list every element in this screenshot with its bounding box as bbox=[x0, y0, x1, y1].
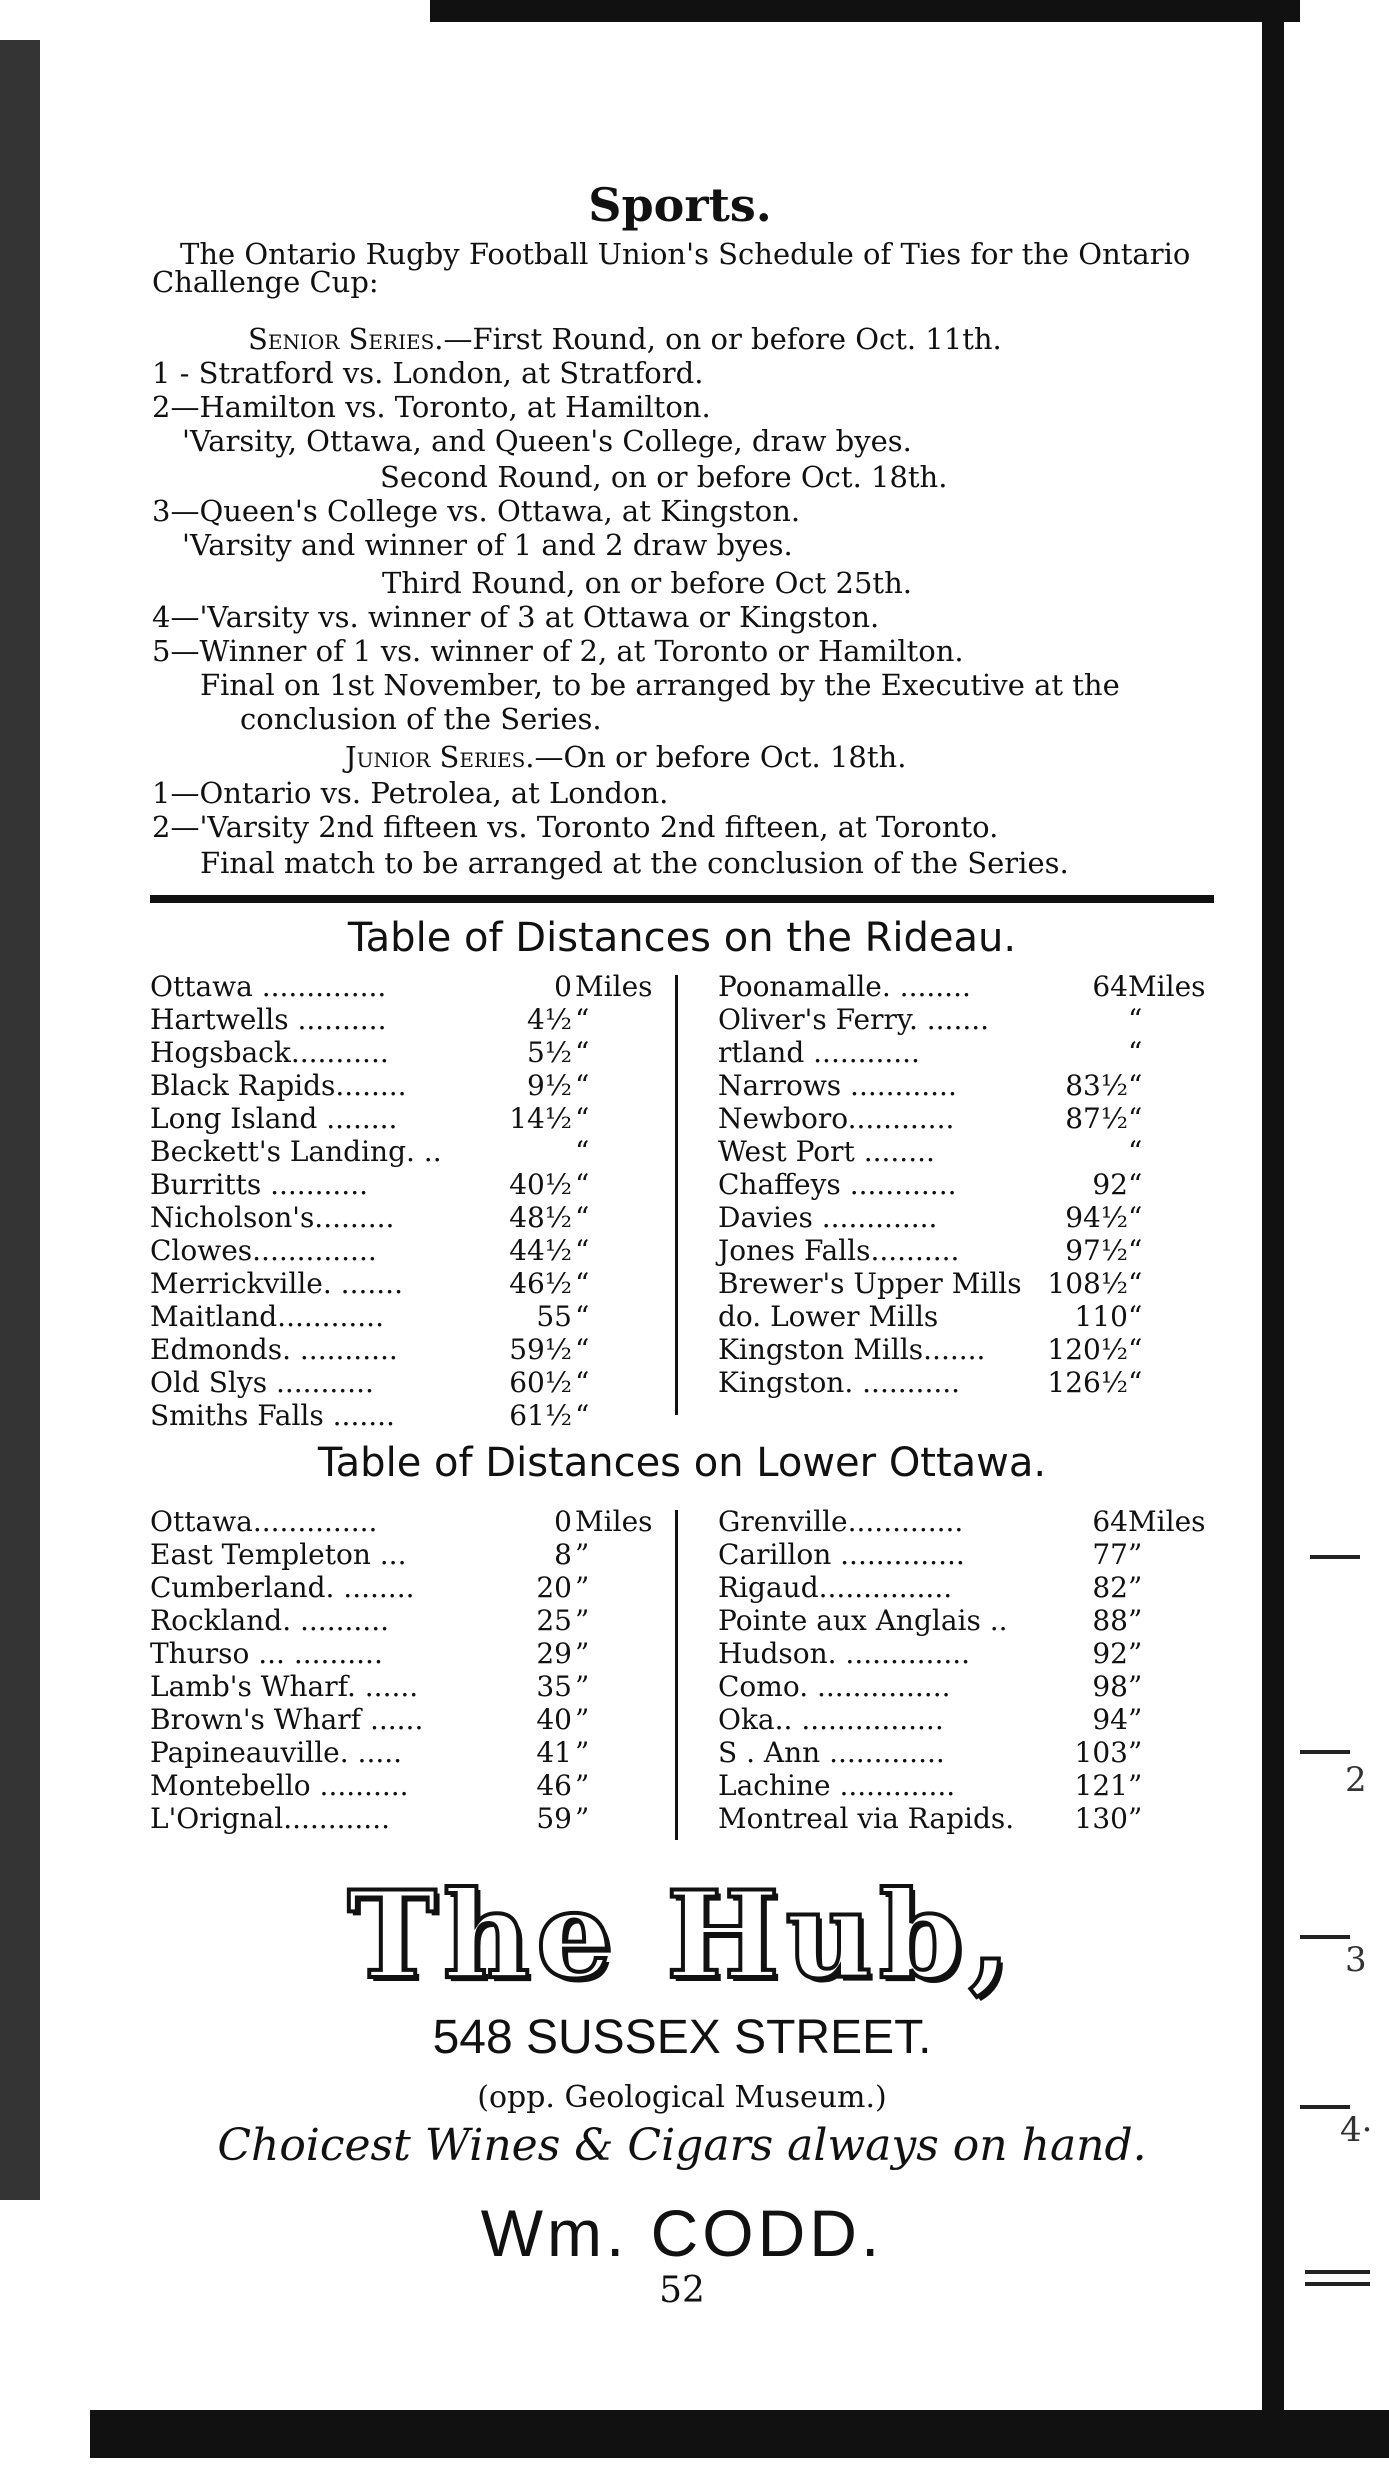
place-name: Brown's Wharf ...... bbox=[150, 1703, 424, 1736]
distance-unit: ” bbox=[1128, 1571, 1143, 1604]
place-name: Narrows ............ bbox=[718, 1069, 957, 1102]
junior-series-date: —On or before Oct. 18th. bbox=[534, 740, 907, 774]
place-name: Beckett's Landing. .. bbox=[150, 1135, 442, 1168]
place-name: Oliver's Ferry. ....... bbox=[718, 1003, 990, 1036]
distance-miles: 88 bbox=[1092, 1604, 1128, 1637]
sports-intro: The Ontario Rugby Football Union's Schedule of Ties for the Ontario Challenge Cup: bbox=[152, 237, 1191, 299]
distance-unit: “ bbox=[575, 1366, 590, 1399]
distance-row bbox=[718, 1069, 1218, 1102]
senior-series-label: Senior Series. bbox=[248, 322, 444, 356]
junior-series-heading bbox=[345, 740, 906, 774]
distance-miles: 40 bbox=[536, 1703, 572, 1736]
margin-tick bbox=[1305, 2270, 1370, 2274]
distance-miles: 120½ bbox=[1047, 1333, 1128, 1366]
distance-miles: 82 bbox=[1092, 1571, 1128, 1604]
distance-row bbox=[150, 1234, 670, 1267]
margin-tick bbox=[1300, 1750, 1350, 1754]
place-name: Ottawa.............. bbox=[150, 1505, 378, 1538]
place-name: Burritts ........... bbox=[150, 1168, 369, 1201]
tie-4: 4—'Varsity vs. winner of 3 at Ottawa or Kingston. bbox=[152, 600, 880, 634]
ad-street-address: 548 SUSSEX STREET. bbox=[432, 2011, 932, 2064]
distance-row bbox=[718, 1637, 1218, 1670]
distance-row bbox=[718, 1571, 1218, 1604]
distance-unit: ” bbox=[575, 1637, 590, 1670]
final-line-1: Final on 1st November, to be arranged by the Executive at the bbox=[200, 668, 1120, 702]
distance-unit: ” bbox=[575, 1802, 590, 1835]
distance-row bbox=[150, 1736, 670, 1769]
distance-unit: “ bbox=[1128, 1003, 1143, 1036]
distance-unit: “ bbox=[575, 1168, 590, 1201]
distance-row bbox=[718, 1366, 1218, 1399]
distance-miles: 41 bbox=[536, 1736, 572, 1769]
place-name: S . Ann ............. bbox=[718, 1736, 945, 1769]
sports-title: Sports. bbox=[588, 178, 772, 232]
junior-tie-1: 1—Ontario vs. Petrolea, at London. bbox=[152, 776, 669, 810]
tie-1: 1 - Stratford vs. London, at Stratford. bbox=[152, 356, 704, 390]
distance-miles: 4½ bbox=[527, 1003, 572, 1036]
distance-miles: 46 bbox=[536, 1769, 572, 1802]
place-name: Oka.. ................ bbox=[718, 1703, 944, 1736]
distance-row bbox=[150, 1769, 670, 1802]
place-name: Carillon .............. bbox=[718, 1538, 965, 1571]
place-name: L'Orignal............ bbox=[150, 1802, 390, 1835]
distance-row bbox=[150, 1604, 670, 1637]
place-name: Rockland. .......... bbox=[150, 1604, 389, 1637]
distance-miles: 130 bbox=[1074, 1802, 1128, 1835]
distance-row bbox=[150, 1505, 670, 1538]
place-name: Black Rapids........ bbox=[150, 1069, 407, 1102]
the-hub-logo: The Hub, bbox=[347, 1865, 1017, 2006]
distance-miles: 103 bbox=[1074, 1736, 1128, 1769]
round2-byes: 'Varsity and winner of 1 and 2 draw byes. bbox=[182, 528, 793, 562]
place-name: Papineauville. ..... bbox=[150, 1736, 403, 1769]
distance-unit: ” bbox=[575, 1670, 590, 1703]
distance-miles: 8 bbox=[554, 1538, 572, 1571]
distance-miles: 46½ bbox=[509, 1267, 572, 1300]
distance-miles: 55 bbox=[536, 1300, 572, 1333]
margin-number-4: 4· bbox=[1340, 2110, 1373, 2150]
distance-miles: 44½ bbox=[509, 1234, 572, 1267]
junior-series-label: Junior Series. bbox=[345, 740, 535, 774]
distance-row bbox=[718, 1102, 1218, 1135]
third-round-heading: Third Round, on or before Oct 25th. bbox=[382, 566, 912, 600]
place-name: Old Slys ........... bbox=[150, 1366, 374, 1399]
rideau-right-column bbox=[718, 970, 1218, 1399]
distance-unit: “ bbox=[575, 1135, 590, 1168]
distance-miles: 29 bbox=[536, 1637, 572, 1670]
distance-unit: “ bbox=[575, 1102, 590, 1135]
distance-row bbox=[150, 1201, 670, 1234]
distance-unit: “ bbox=[575, 1003, 590, 1036]
distance-row bbox=[150, 970, 670, 1003]
distance-unit: “ bbox=[575, 1399, 590, 1432]
ad-proprietor: Wm. CODD. bbox=[480, 2196, 884, 2270]
distance-miles: 0 bbox=[554, 1505, 572, 1538]
distance-row bbox=[718, 970, 1218, 1003]
distance-miles: 20 bbox=[536, 1571, 572, 1604]
place-name: Montebello .......... bbox=[150, 1769, 409, 1802]
distance-row bbox=[150, 1069, 670, 1102]
distance-miles: 77 bbox=[1092, 1538, 1128, 1571]
distance-unit: “ bbox=[575, 1333, 590, 1366]
distance-unit: ” bbox=[1128, 1703, 1143, 1736]
distance-miles: 98 bbox=[1092, 1670, 1128, 1703]
distance-row bbox=[718, 1234, 1218, 1267]
distance-row bbox=[718, 1267, 1218, 1300]
distance-miles: 94 bbox=[1092, 1703, 1128, 1736]
distance-unit: ” bbox=[575, 1736, 590, 1769]
distance-miles: 40½ bbox=[509, 1168, 572, 1201]
second-round-heading: Second Round, on or before Oct. 18th. bbox=[380, 460, 948, 494]
round1-byes: 'Varsity, Ottawa, and Queen's College, draw byes. bbox=[182, 424, 912, 458]
place-name: Jones Falls.......... bbox=[718, 1234, 960, 1267]
senior-series-heading bbox=[248, 322, 1002, 356]
distance-unit: “ bbox=[1128, 1333, 1143, 1366]
ottawa-left-column bbox=[150, 1505, 670, 1835]
place-name: Merrickville. ....... bbox=[150, 1267, 403, 1300]
distance-unit: “ bbox=[575, 1234, 590, 1267]
distance-unit: Miles bbox=[575, 1505, 653, 1538]
distance-row bbox=[718, 1802, 1218, 1835]
place-name: East Templeton ... bbox=[150, 1538, 407, 1571]
place-name: Smiths Falls ....... bbox=[150, 1399, 395, 1432]
place-name: Hogsback........... bbox=[150, 1036, 389, 1069]
place-name: Montreal via Rapids. bbox=[718, 1802, 1015, 1835]
distance-row bbox=[718, 1505, 1218, 1538]
distance-unit: ” bbox=[1128, 1670, 1143, 1703]
distance-unit: “ bbox=[575, 1267, 590, 1300]
distance-miles: 92 bbox=[1092, 1637, 1128, 1670]
distance-unit: ” bbox=[1128, 1604, 1143, 1637]
place-name: West Port ........ bbox=[718, 1135, 935, 1168]
place-name: Newboro............ bbox=[718, 1102, 955, 1135]
final-line-2: conclusion of the Series. bbox=[240, 702, 602, 736]
distance-row bbox=[150, 1102, 670, 1135]
place-name: Poonamalle. ........ bbox=[718, 970, 971, 1003]
distance-row bbox=[150, 1538, 670, 1571]
distance-miles: 59 bbox=[536, 1802, 572, 1835]
distance-unit: “ bbox=[575, 1201, 590, 1234]
distance-unit: “ bbox=[1128, 1201, 1143, 1234]
tie-3: 3—Queen's College vs. Ottawa, at Kingston. bbox=[152, 494, 801, 528]
senior-series-date: —First Round, on or before Oct. 11th. bbox=[443, 322, 1002, 356]
distance-miles: 126½ bbox=[1047, 1366, 1128, 1399]
distance-miles: 35 bbox=[536, 1670, 572, 1703]
distance-unit: Miles bbox=[1128, 1505, 1206, 1538]
distance-miles: 0 bbox=[554, 970, 572, 1003]
column-divider bbox=[675, 975, 678, 1415]
place-name: Edmonds. ........... bbox=[150, 1333, 398, 1366]
distance-unit: “ bbox=[1128, 1069, 1143, 1102]
place-name: Kingston. ........... bbox=[718, 1366, 961, 1399]
distance-row bbox=[150, 1267, 670, 1300]
top-border-rule bbox=[430, 0, 1300, 22]
ad-tagline: Choicest Wines & Cigars always on hand. bbox=[217, 2120, 1147, 2171]
distance-row bbox=[718, 1201, 1218, 1234]
distance-unit: ” bbox=[575, 1769, 590, 1802]
tie-2: 2—Hamilton vs. Toronto, at Hamilton. bbox=[152, 390, 711, 424]
place-name: Lamb's Wharf. ...... bbox=[150, 1670, 419, 1703]
junior-final: Final match to be arranged at the conclusion of the Series. bbox=[200, 846, 1069, 880]
distance-row bbox=[150, 1036, 670, 1069]
distance-unit: “ bbox=[1128, 1267, 1143, 1300]
distance-miles: 83½ bbox=[1065, 1069, 1128, 1102]
distance-row bbox=[718, 1036, 1218, 1069]
distance-row bbox=[718, 1300, 1218, 1333]
distance-row bbox=[718, 1769, 1218, 1802]
distance-miles: 108½ bbox=[1047, 1267, 1128, 1300]
distance-unit: “ bbox=[1128, 1366, 1143, 1399]
distance-miles: 64 bbox=[1092, 1505, 1128, 1538]
right-border-rule bbox=[1262, 0, 1284, 2420]
margin-number-3: 3 bbox=[1345, 1940, 1367, 1980]
distance-row bbox=[150, 1670, 670, 1703]
margin-tick bbox=[1300, 2105, 1350, 2109]
distance-row bbox=[150, 1637, 670, 1670]
distance-unit: ” bbox=[575, 1571, 590, 1604]
ottawa-right-column bbox=[718, 1505, 1218, 1835]
distance-miles: 64 bbox=[1092, 970, 1128, 1003]
place-name: Cumberland. ........ bbox=[150, 1571, 415, 1604]
distance-unit: “ bbox=[1128, 1168, 1143, 1201]
place-name: Davies ............. bbox=[718, 1201, 938, 1234]
bottom-border-rule bbox=[90, 2410, 1389, 2458]
distance-miles: 94½ bbox=[1065, 1201, 1128, 1234]
distance-unit: “ bbox=[1128, 1135, 1143, 1168]
distance-row bbox=[150, 1003, 670, 1036]
ottawa-table-title: Table of Distances on Lower Ottawa. bbox=[317, 1440, 1047, 1486]
margin-tick bbox=[1300, 1935, 1350, 1939]
distance-unit: “ bbox=[575, 1069, 590, 1102]
place-name: Kingston Mills....... bbox=[718, 1333, 986, 1366]
distance-unit: ” bbox=[1128, 1736, 1143, 1769]
distance-row bbox=[718, 1168, 1218, 1201]
tie-5: 5—Winner of 1 vs. winner of 2, at Toronto or Hamilton. bbox=[152, 634, 964, 668]
place-name: Grenville............. bbox=[718, 1505, 964, 1538]
distance-row bbox=[150, 1168, 670, 1201]
distance-unit: “ bbox=[1128, 1036, 1143, 1069]
margin-tick bbox=[1305, 2282, 1370, 2286]
distance-row bbox=[718, 1670, 1218, 1703]
distance-unit: Miles bbox=[1128, 970, 1206, 1003]
left-binding-edge bbox=[0, 40, 40, 2200]
distance-miles: 92 bbox=[1092, 1168, 1128, 1201]
distance-miles: 9½ bbox=[527, 1069, 572, 1102]
distance-row bbox=[150, 1300, 670, 1333]
distance-unit: ” bbox=[575, 1538, 590, 1571]
distance-unit: ” bbox=[1128, 1769, 1143, 1802]
distance-row bbox=[150, 1366, 670, 1399]
page-number: 52 bbox=[659, 2270, 705, 2311]
place-name: Clowes.............. bbox=[150, 1234, 377, 1267]
distance-unit: ” bbox=[575, 1703, 590, 1736]
distance-unit: ” bbox=[1128, 1802, 1143, 1835]
distance-row bbox=[718, 1003, 1218, 1036]
place-name: do. Lower Mills bbox=[718, 1300, 939, 1333]
distance-row bbox=[150, 1802, 670, 1835]
place-name: Pointe aux Anglais .. bbox=[718, 1604, 1008, 1637]
junior-tie-2: 2—'Varsity 2nd fifteen vs. Toronto 2nd fifteen, at Toronto. bbox=[152, 810, 999, 844]
distance-miles: 121 bbox=[1074, 1769, 1128, 1802]
distance-row bbox=[150, 1399, 670, 1432]
place-name: rtland ............ bbox=[718, 1036, 920, 1069]
place-name: Lachine ............. bbox=[718, 1769, 956, 1802]
distance-row bbox=[150, 1571, 670, 1604]
distance-unit: “ bbox=[1128, 1102, 1143, 1135]
distance-miles: 60½ bbox=[509, 1366, 572, 1399]
section-divider bbox=[150, 895, 1214, 903]
distance-unit: “ bbox=[575, 1300, 590, 1333]
distance-row bbox=[718, 1135, 1218, 1168]
rideau-table-title: Table of Distances on the Rideau. bbox=[347, 915, 1017, 961]
place-name: Ottawa .............. bbox=[150, 970, 387, 1003]
place-name: Brewer's Upper Mills bbox=[718, 1267, 1022, 1300]
place-name: Hartwells .......... bbox=[150, 1003, 387, 1036]
distance-miles: 87½ bbox=[1065, 1102, 1128, 1135]
distance-miles: 59½ bbox=[509, 1333, 572, 1366]
place-name: Rigaud............... bbox=[718, 1571, 953, 1604]
place-name: Maitland............ bbox=[150, 1300, 384, 1333]
distance-unit: “ bbox=[1128, 1234, 1143, 1267]
distance-unit: Miles bbox=[575, 970, 653, 1003]
column-divider bbox=[675, 1510, 678, 1840]
rideau-left-column bbox=[150, 970, 670, 1432]
distance-miles: 110 bbox=[1074, 1300, 1128, 1333]
distance-miles: 14½ bbox=[509, 1102, 572, 1135]
distance-row bbox=[150, 1333, 670, 1366]
distance-row bbox=[718, 1703, 1218, 1736]
distance-miles: 25 bbox=[536, 1604, 572, 1637]
place-name: Nicholson's......... bbox=[150, 1201, 395, 1234]
place-name: Hudson. .............. bbox=[718, 1637, 971, 1670]
distance-row bbox=[150, 1703, 670, 1736]
margin-number-2: 2 bbox=[1345, 1760, 1367, 1800]
margin-tick bbox=[1310, 1555, 1360, 1559]
place-name: Long Island ........ bbox=[150, 1102, 398, 1135]
distance-row bbox=[718, 1333, 1218, 1366]
distance-unit: ” bbox=[1128, 1538, 1143, 1571]
distance-row bbox=[150, 1135, 670, 1168]
distance-unit: ” bbox=[575, 1604, 590, 1637]
distance-miles: 97½ bbox=[1065, 1234, 1128, 1267]
distance-row bbox=[718, 1538, 1218, 1571]
ad-location-note: (opp. Geological Museum.) bbox=[477, 2080, 887, 2115]
place-name: Thurso ... .......... bbox=[150, 1637, 383, 1670]
place-name: Como. ............... bbox=[718, 1670, 951, 1703]
distance-row bbox=[718, 1604, 1218, 1637]
distance-unit: “ bbox=[1128, 1300, 1143, 1333]
distance-miles: 5½ bbox=[527, 1036, 572, 1069]
place-name: Chaffeys ............ bbox=[718, 1168, 957, 1201]
distance-unit: ” bbox=[1128, 1637, 1143, 1670]
distance-unit: “ bbox=[575, 1036, 590, 1069]
distance-miles: 48½ bbox=[509, 1201, 572, 1234]
distance-row bbox=[718, 1736, 1218, 1769]
distance-miles: 61½ bbox=[509, 1399, 572, 1432]
